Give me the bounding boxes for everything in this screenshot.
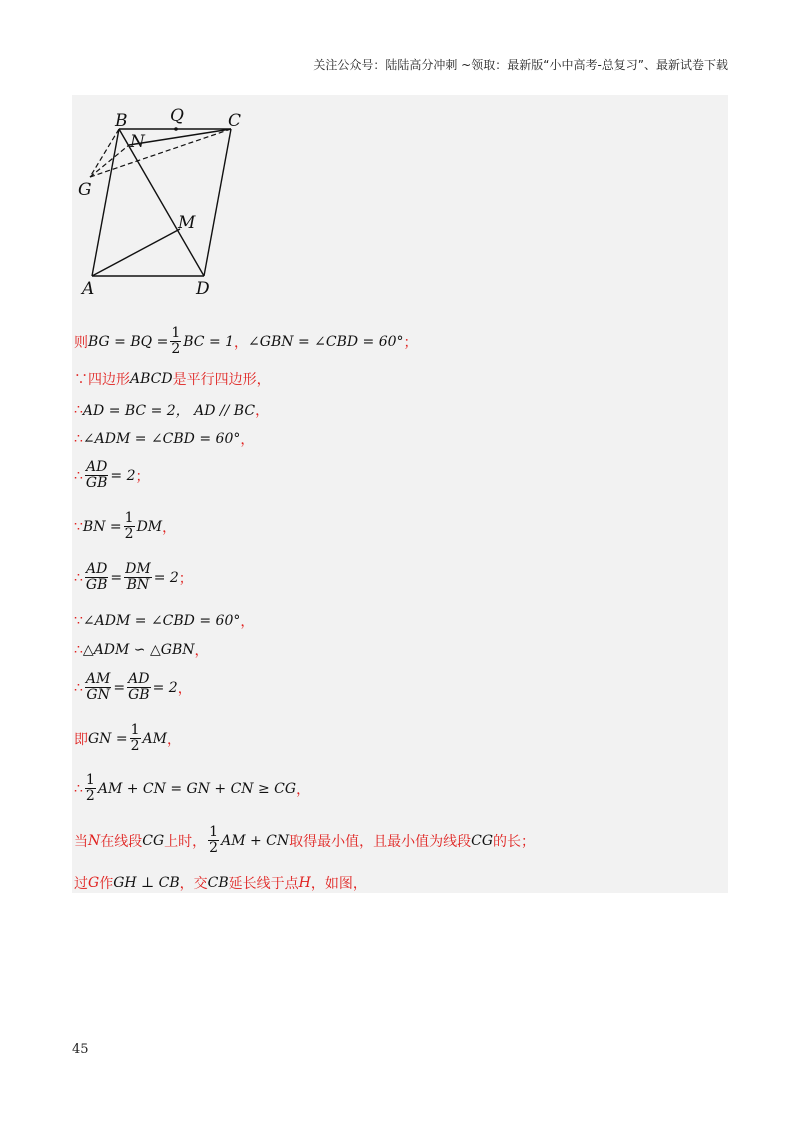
segment-am	[92, 229, 180, 276]
text-run: AM	[142, 730, 167, 747]
denominator: 2	[209, 840, 219, 857]
text-run: ∵	[74, 613, 83, 629]
text-run: AM + CN = GN + CN ≥ CG	[97, 780, 297, 797]
numerator: DM	[125, 561, 151, 577]
text-run: ∵四边形	[74, 372, 130, 388]
line-12	[74, 773, 310, 805]
text-run: 的长；	[493, 833, 536, 850]
text-run: N	[88, 832, 101, 849]
numerator: 1	[124, 510, 134, 526]
text-run: BG = BQ =	[88, 333, 169, 350]
segment-gn	[90, 145, 129, 177]
denominator: GB	[85, 475, 108, 492]
text-run: ，	[240, 432, 255, 448]
text-run: BC = 1	[183, 333, 235, 350]
text-run: ，如图，	[310, 876, 367, 892]
text-run: 过	[74, 876, 88, 892]
numerator: AD	[85, 561, 108, 577]
text-run: ，	[255, 403, 270, 419]
text-run: ，	[167, 731, 181, 748]
page-header: 关注公众号：陆陆高分冲刺 ~领取：最新版“小中高考-总复习”、最新试卷下载	[313, 58, 728, 72]
text-run: ∠GBN = ∠CBD = 60°	[248, 333, 404, 350]
fraction	[130, 723, 141, 755]
label-b: B	[115, 111, 128, 131]
fraction	[85, 672, 111, 704]
denominator: BN	[126, 577, 150, 594]
text-run: CG	[142, 832, 165, 849]
text-run: ABCD	[130, 371, 173, 387]
text-run: AD = BC = 2， AD // BC	[82, 403, 256, 419]
numerator: 1	[209, 824, 219, 840]
text-run: = 2	[110, 467, 136, 484]
point-q-dot	[174, 127, 178, 131]
solution-box	[72, 95, 728, 893]
denominator: 2	[124, 526, 134, 543]
text-run: ；	[403, 334, 418, 351]
text-run: ，	[240, 614, 255, 630]
text-run: = 2	[152, 679, 178, 696]
text-run: 则	[74, 334, 88, 351]
text-run: = 2	[153, 569, 179, 586]
label-g: G	[78, 180, 92, 200]
text-run: ∴	[74, 642, 83, 658]
text-run: =	[113, 679, 126, 696]
page-number: 45	[72, 1042, 89, 1057]
denominator: GN	[86, 687, 110, 704]
text-run: ；	[178, 570, 193, 587]
text-run: ，	[296, 781, 311, 798]
fraction	[124, 511, 135, 543]
label-c: C	[228, 111, 242, 131]
text-run: H	[298, 875, 311, 891]
text-run: ，	[234, 334, 249, 351]
text-run: G	[88, 875, 100, 891]
text-run: BN =	[82, 518, 122, 535]
text-run: 作	[99, 876, 114, 892]
denominator: 2	[171, 341, 181, 358]
text-run: 是平行四边形，	[172, 372, 271, 388]
text-run: =	[110, 569, 123, 586]
denominator: GB	[85, 577, 108, 594]
text-run: ∴	[74, 679, 83, 696]
geometry-figure	[72, 95, 272, 305]
text-run: ，交	[179, 876, 208, 892]
text-run: ∵	[74, 518, 83, 535]
numerator: 1	[171, 325, 181, 341]
text-run: ∠ADM = ∠CBD = 60°	[82, 431, 241, 447]
line-4	[74, 429, 254, 449]
text-run: ；	[135, 468, 150, 485]
text-run: 当	[74, 833, 88, 850]
text-run: GN =	[88, 730, 128, 747]
text-run: ∴	[74, 569, 83, 586]
line-6	[74, 511, 176, 543]
fraction	[85, 460, 108, 492]
text-run: 延长线于点	[228, 876, 299, 892]
line-13	[74, 825, 535, 857]
label-q: Q	[170, 106, 184, 126]
numerator: AM	[85, 671, 111, 687]
line-1	[74, 326, 418, 358]
text-run: ，	[194, 643, 209, 659]
label-d: D	[196, 279, 210, 299]
line-3	[74, 400, 269, 420]
line-11	[74, 723, 181, 755]
text-run: CB	[207, 875, 229, 891]
text-run: 即	[74, 731, 88, 748]
text-run: AM + CN	[221, 832, 290, 849]
text-run: ∴	[74, 431, 83, 447]
line-9	[74, 640, 208, 660]
fraction	[208, 825, 219, 857]
line-7	[74, 562, 193, 594]
line-5	[74, 460, 150, 492]
text-run: 在线段	[100, 833, 143, 850]
numerator: AD	[85, 459, 108, 475]
fraction	[124, 562, 152, 594]
line-2	[74, 369, 271, 389]
text-run: △ADM ∽ △GBN	[82, 642, 195, 658]
text-run: 取得最小值，且最小值为线段	[289, 833, 472, 850]
label-m: M	[178, 213, 196, 233]
text-run: ∴	[74, 780, 83, 797]
numerator: AD	[128, 671, 150, 687]
line-10	[74, 672, 192, 704]
denominator: 2	[130, 738, 140, 755]
text-run: ∴	[74, 402, 83, 418]
text-run: ，	[177, 680, 192, 697]
denominator: GB	[128, 687, 150, 704]
text-run: ∴	[74, 467, 83, 484]
segment-dc	[204, 129, 231, 276]
text-run: CG	[471, 832, 494, 849]
numerator: 1	[85, 772, 95, 788]
text-run: ，	[162, 519, 177, 536]
fraction	[85, 773, 96, 805]
fraction	[127, 672, 150, 704]
fraction	[85, 562, 108, 594]
text-run: GH ⊥ CB	[113, 875, 180, 891]
numerator: 1	[130, 722, 140, 738]
text-run: DM	[136, 518, 163, 535]
fraction	[170, 326, 181, 358]
text-run: 上时，	[164, 833, 207, 850]
label-a: A	[82, 279, 95, 299]
text-run: ∠ADM = ∠CBD = 60°	[82, 613, 241, 629]
line-8	[74, 611, 254, 631]
label-n: N	[130, 132, 145, 152]
denominator: 2	[85, 788, 95, 805]
line-14	[74, 873, 367, 893]
